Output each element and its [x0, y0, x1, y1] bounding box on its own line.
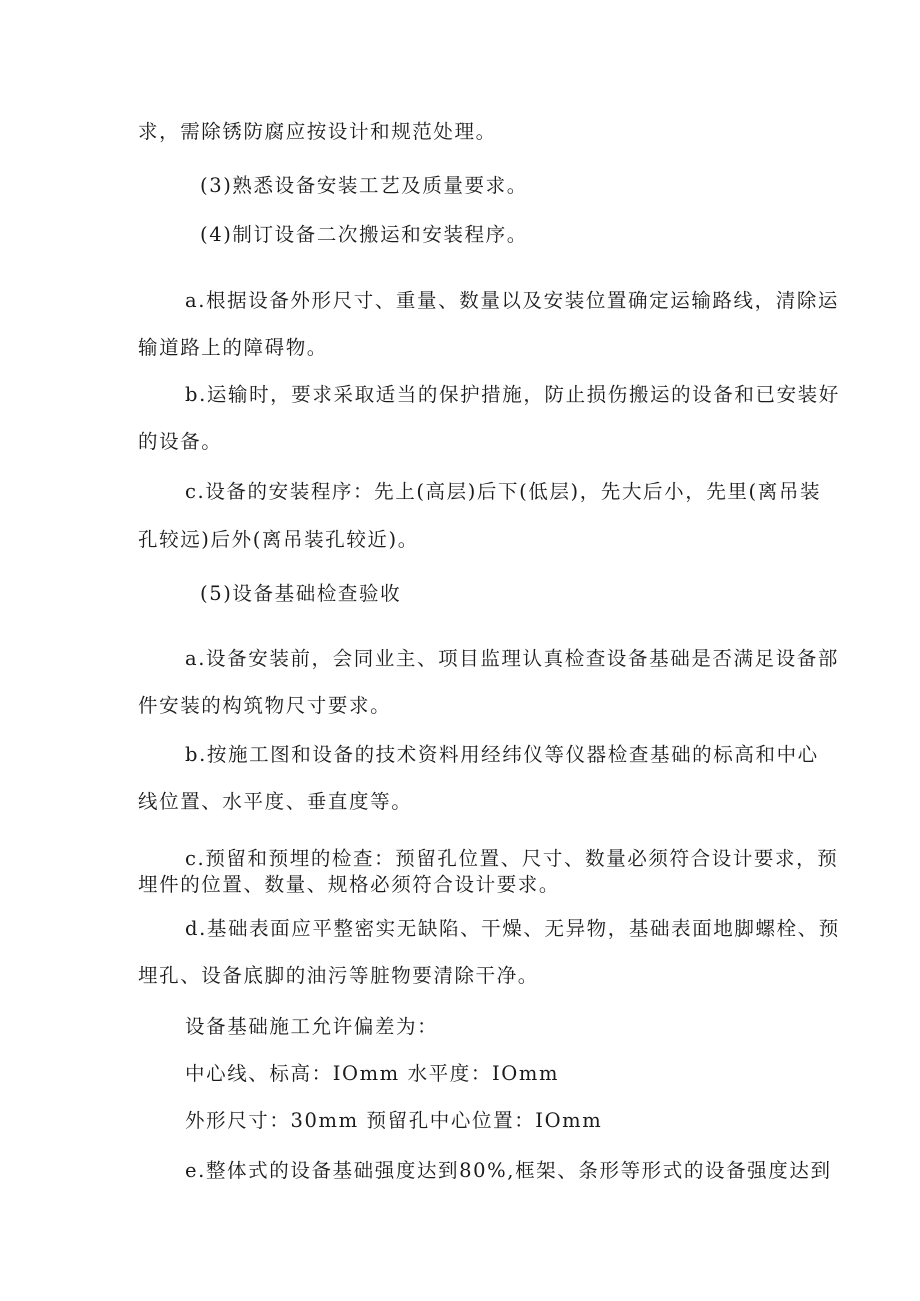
- tolerance-line: 中心线、标高：IOmm 水平度：IOmm: [185, 1062, 560, 1085]
- paragraph-line: 线位置、水平度、垂直度等。: [138, 790, 413, 813]
- paragraph-line: b.运输时，要求采取适当的保护措施，防止损伤搬运的设备和已安装好: [185, 383, 840, 406]
- paragraph-line: b.按施工图和设备的技术资料用经纬仪等仪器检查基础的标高和中心: [185, 743, 819, 766]
- paragraph-line: c.预留和预埋的检查：预留孔位置、尺寸、数量必须符合设计要求，预: [185, 847, 839, 870]
- paragraph-line: 件安装的构筑物尺寸要求。: [138, 694, 392, 717]
- tolerance-line: 外形尺寸：30mm 预留孔中心位置：IOmm: [185, 1109, 603, 1132]
- paragraph-line: 求，需除锈防腐应按设计和规范处理。: [138, 120, 497, 143]
- paragraph-line: d.基础表面应平整密实无缺陷、干燥、无异物，基础表面地脚螺栓、预: [185, 917, 840, 940]
- paragraph-line: a.设备安装前，会同业主、项目监理认真检查设备基础是否满足设备部: [185, 647, 840, 670]
- section-item-4: (4)制订设备二次搬运和安装程序。: [200, 223, 528, 246]
- paragraph-line: 设备基础施工允许偏差为：: [185, 1015, 439, 1038]
- paragraph-line: 埋件的位置、数量、规格必须符合设计要求。: [138, 873, 561, 896]
- paragraph-line: 输道路上的障碍物。: [138, 336, 328, 359]
- paragraph-line: a.根据设备外形尺寸、重量、数量以及安装位置确定运输路线，清除运: [185, 289, 840, 312]
- paragraph-line: 孔较远)后外(离吊装孔较近)。: [138, 528, 419, 551]
- section-item-3: (3)熟悉设备安装工艺及质量要求。: [200, 174, 528, 197]
- paragraph-line: c.设备的安装程序：先上(高层)后下(低层)，先大后小，先里(离吊装: [185, 480, 822, 503]
- paragraph-line: 的设备。: [138, 430, 223, 453]
- paragraph-line: 埋孔、设备底脚的油污等脏物要清除干净。: [138, 964, 539, 987]
- section-item-5: (5)设备基础检查验收: [200, 582, 402, 605]
- paragraph-line: e.整体式的设备基础强度达到80%,框架、条形等形式的设备强度达到: [185, 1159, 832, 1182]
